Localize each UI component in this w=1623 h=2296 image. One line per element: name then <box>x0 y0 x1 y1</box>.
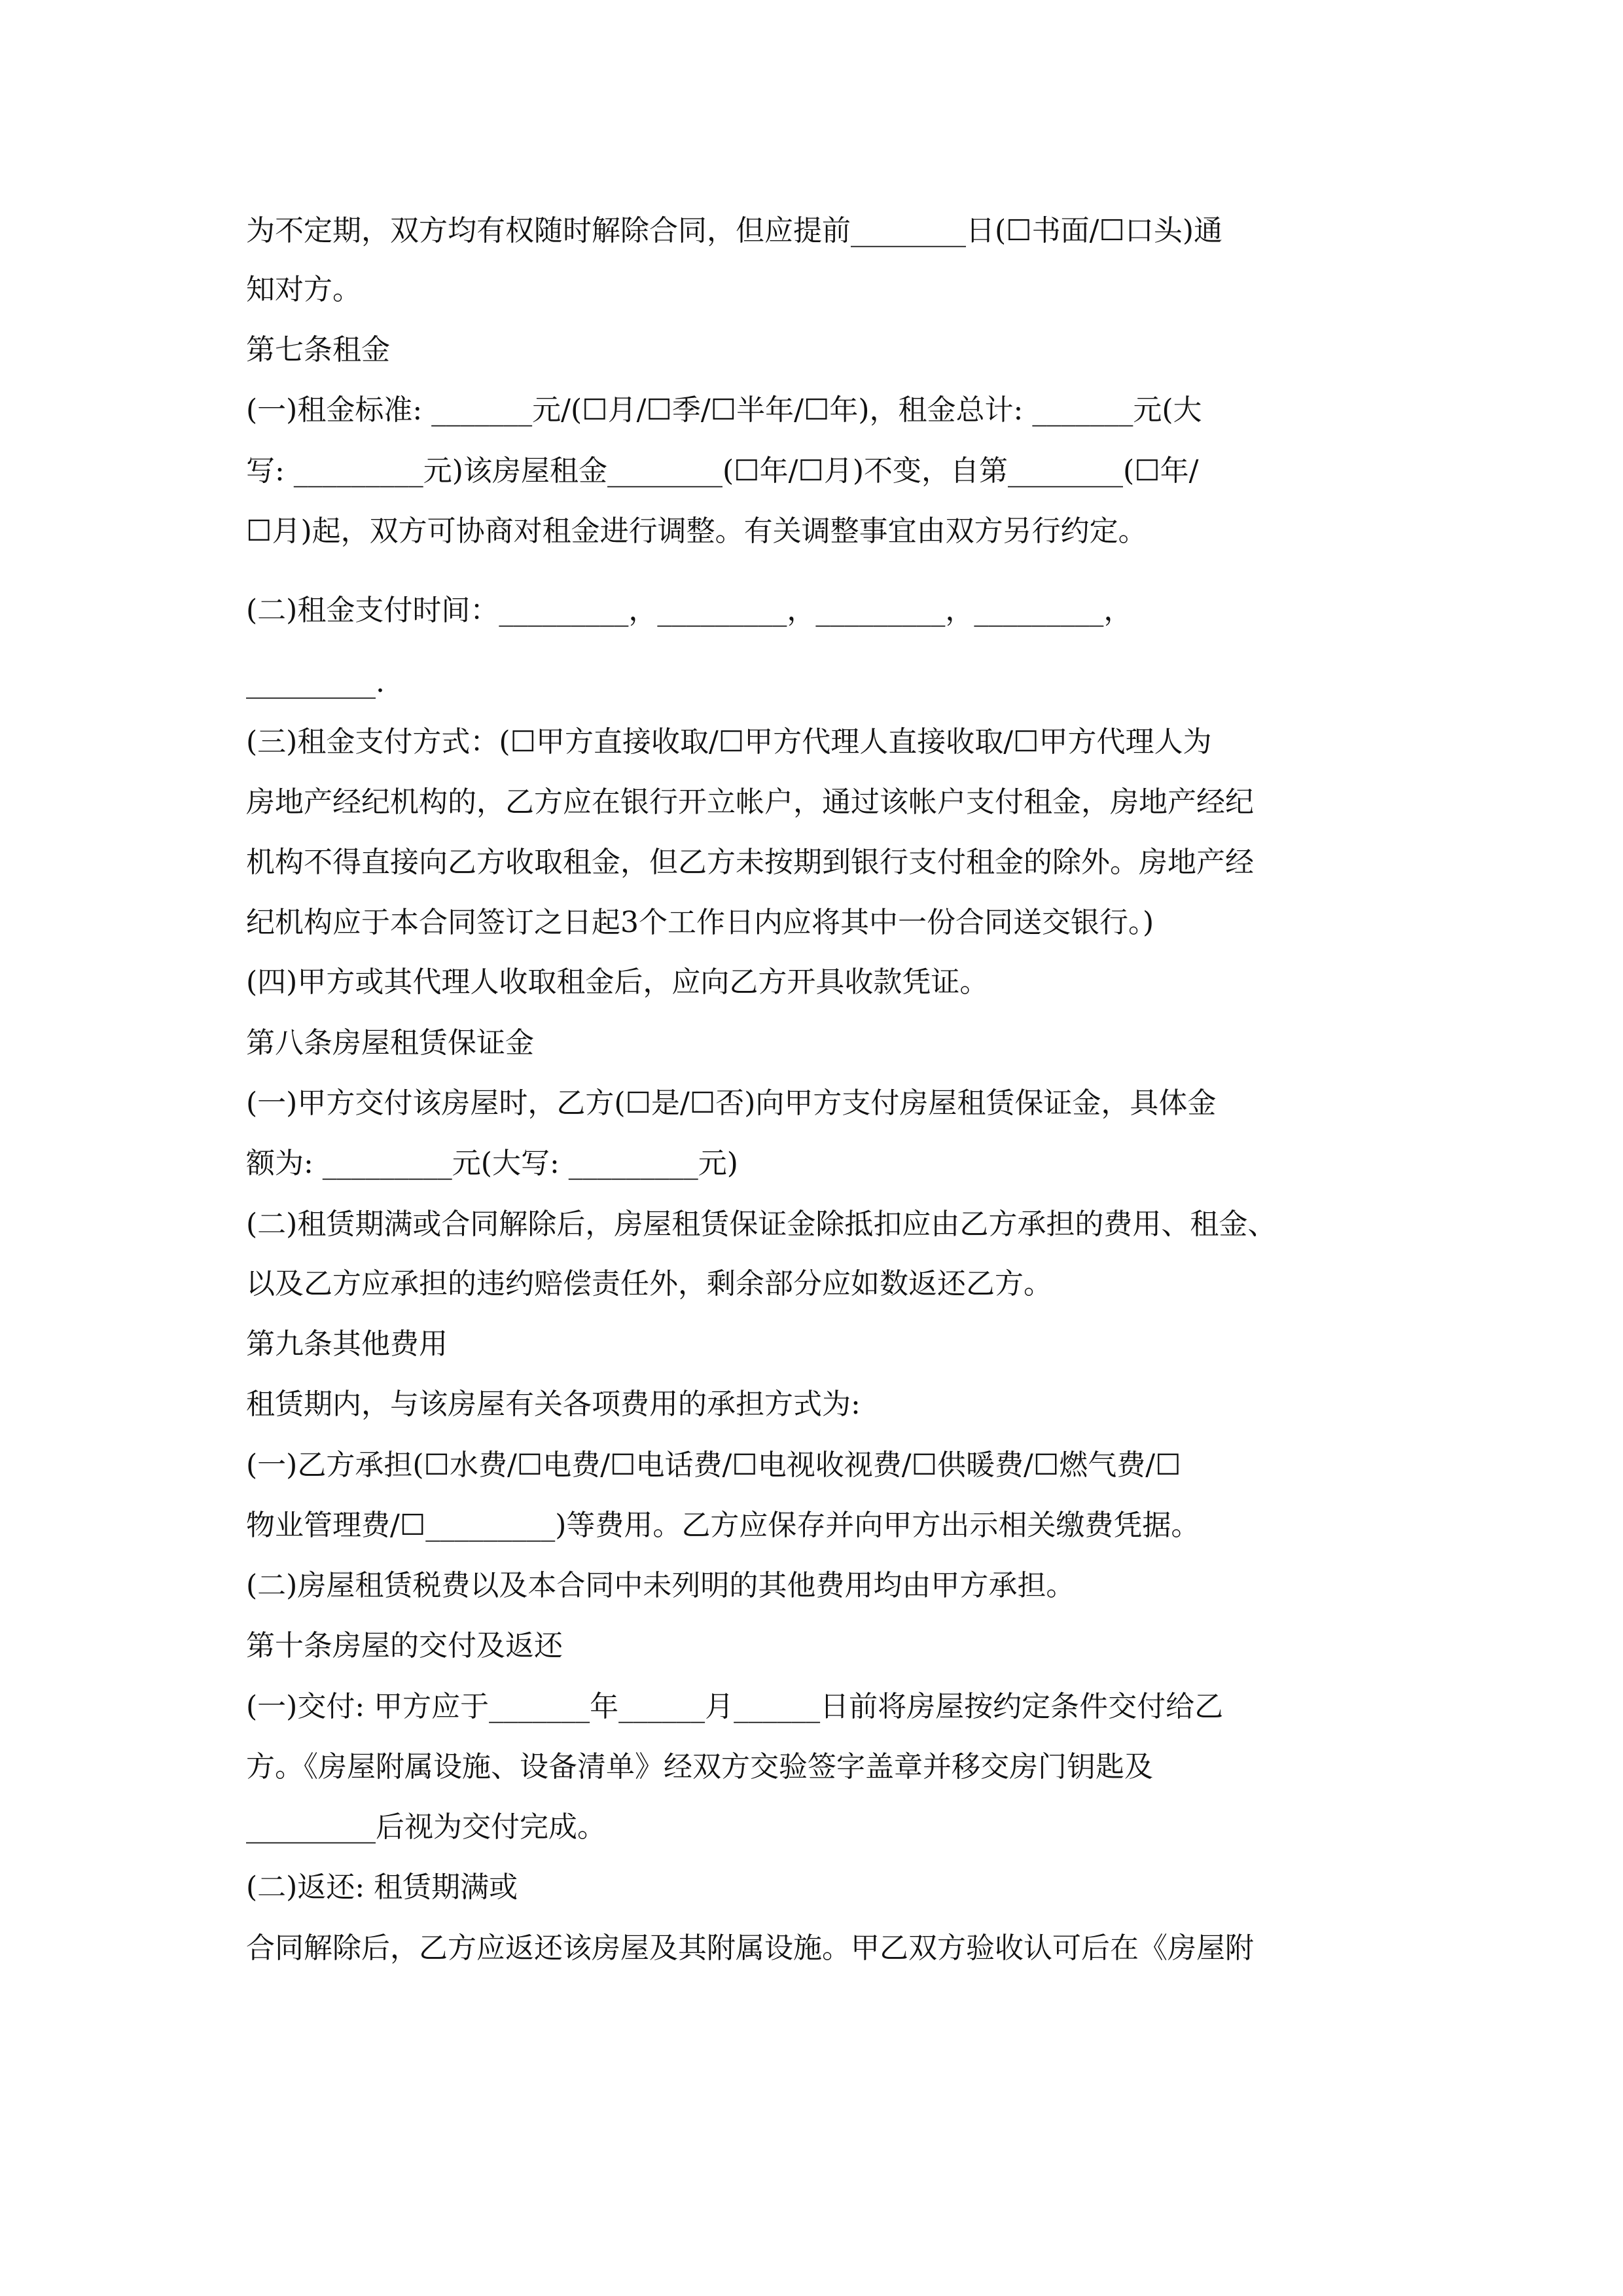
text-line-7: (二)租金支付时间：_________，_________，_________，_________， <box>246 594 1133 627</box>
text-line-2: 知对方。 <box>246 273 361 306</box>
article-7-heading: 第七条租金 <box>246 333 390 367</box>
text-line-17: (二)租赁期满或合同解除后，房屋租赁保证金除抵扣应由乙方承担的费用、租金、 <box>246 1208 1277 1241</box>
text-line-15: (一)甲方交付该房屋时，乙方(☐是/☐否)向甲方支付房屋租赁保证金，具体金 <box>246 1086 1217 1120</box>
text-line-27: _________后视为交付完成。 <box>246 1810 606 1844</box>
text-line-25: (一)交付: 甲方应于_______年______月______日前将房屋按约定条件交付给乙 <box>246 1690 1224 1723</box>
text-line-10: 房地产经纪机构的，乙方应在银行开立帐户，通过该帐户支付租金，房地产经纪 <box>246 785 1254 819</box>
text-line-28: (二)返还: 租赁期满或 <box>246 1871 518 1904</box>
article-8-heading: 第八条房屋租赁保证金 <box>246 1026 534 1060</box>
text-line-11: 机构不得直接向乙方收取租金，但乙方未按期到银行支付租金的除外。房地产经 <box>246 846 1254 879</box>
article-10-heading: 第十条房屋的交付及返还 <box>246 1629 563 1662</box>
text-line-21: (一)乙方承担(☐水费/☐电费/☐电话费/☐电视收视费/☐供暖费/☐燃气费/☐ <box>246 1448 1181 1482</box>
text-line-18: 以及乙方应承担的违约赔偿责任外，剩余部分应如数返还乙方。 <box>246 1267 1052 1300</box>
text-line-23: (二)房屋租赁税费以及本合同中未列明的其他费用均由甲方承担。 <box>246 1569 1075 1602</box>
article-9-heading: 第九条其他费用 <box>246 1327 448 1361</box>
text-line-16: 额为: _________元(大写: _________元) <box>246 1147 738 1180</box>
text-line-1: 为不定期，双方均有权随时解除合同，但应提前________日(☐书面/☐口头)通 <box>246 214 1223 247</box>
text-line-20: 租赁期内，与该房屋有关各项费用的承担方式为: <box>246 1388 861 1421</box>
text-line-29: 合同解除后，乙方应返还该房屋及其附属设施。甲乙双方验收认可后在《房屋附 <box>246 1931 1254 1965</box>
text-line-22: 物业管理费/☐_________)等费用。乙方应保存并向甲方出示相关缴费凭据。 <box>246 1509 1200 1542</box>
text-line-5: 写: _________元)该房屋租金________(☐年/☐月)不变，自第________(☐年/ <box>246 454 1199 488</box>
text-line-13: (四)甲方或其代理人收取租金后，应向乙方开具收款凭证。 <box>246 965 989 999</box>
text-line-4: (一)租金标准: _______元/(☐月/☐季/☐半年/☐年)，租金总计: _______元(大 <box>246 393 1202 427</box>
text-line-9: (三)租金支付方式：(☐甲方直接收取/☐甲方代理人直接收取/☐甲方代理人为 <box>246 725 1212 759</box>
text-line-26: 方。《房屋附属设施、设备清单》经双方交验签字盖章并移交房门钥匙及 <box>246 1750 1153 1784</box>
text-line-6: ☐月)起，双方可协商对租金进行调整。有关调整事宜由双方另行约定。 <box>246 514 1147 548</box>
text-line-8: _________. <box>246 666 385 699</box>
text-line-12: 纪机构应于本合同签订之日起3个工作日内应将其中一份合同送交银行。) <box>246 906 1154 939</box>
